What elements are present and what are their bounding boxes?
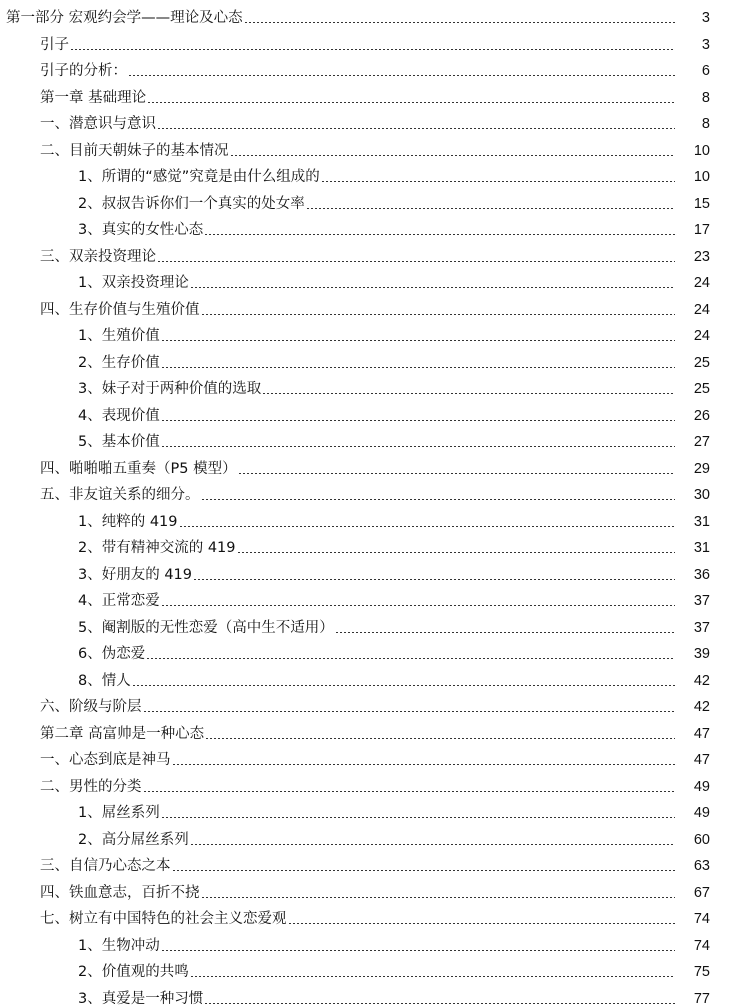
dot-leader — [161, 446, 675, 447]
toc-entry[interactable] — [0, 822, 730, 849]
toc-entry-page-number: 63 — [693, 858, 710, 874]
dot-leader — [193, 579, 675, 580]
toc-entry-page-number: 77 — [693, 990, 710, 1007]
toc-entry[interactable] — [0, 53, 730, 80]
toc-entry-page-number: 23 — [693, 248, 710, 265]
toc-entry-page-number: 37 — [693, 619, 710, 636]
toc-entry[interactable] — [0, 265, 730, 292]
toc-entry-title: 2、高分屌丝系列 — [78, 831, 189, 848]
toc-entry-title: 3、妹子对于两种价值的选取 — [78, 381, 262, 397]
dot-leader — [321, 181, 675, 182]
toc-entry[interactable] — [0, 371, 730, 398]
toc-entry-page-number: 47 — [693, 725, 710, 742]
toc-entry-title: 4、表现价值 — [78, 407, 160, 424]
toc-entry-title: 2、叔叔告诉你们一个真实的处女率 — [78, 195, 305, 212]
toc-entry[interactable] — [0, 769, 730, 796]
toc-entry-page-number: 74 — [693, 911, 710, 927]
toc-entry-title: 1、所谓的“感觉”究竟是由什么组成的 — [78, 169, 320, 185]
toc-entry-page-number: 24 — [693, 301, 710, 318]
dot-leader — [288, 923, 676, 924]
toc-entry-title: 4、正常恋爱 — [78, 593, 160, 609]
toc-entry[interactable] — [0, 610, 730, 637]
toc-entry[interactable] — [0, 292, 730, 319]
toc-entry[interactable] — [0, 133, 730, 160]
dot-leader — [237, 552, 675, 553]
dot-leader — [172, 870, 676, 871]
dot-leader — [205, 738, 675, 739]
toc-entry-title: 3、真爱是一种习惯 — [78, 990, 204, 1007]
dot-leader — [157, 261, 675, 262]
toc-entry-page-number: 30 — [693, 487, 710, 503]
toc-entry-title: 第二章 高富帅是一种心态 — [40, 725, 205, 742]
toc-entry-title: 5、阉割版的无性恋爱（高中生不适用） — [78, 619, 334, 636]
dot-leader — [204, 1003, 675, 1004]
toc-entry-page-number: 24 — [693, 275, 710, 291]
toc-entry-page-number: 8 — [701, 89, 710, 106]
dot-leader — [335, 632, 675, 633]
toc-entry-title: 一、心态到底是神马 — [40, 752, 171, 768]
toc-entry[interactable] — [0, 424, 730, 451]
dot-leader — [146, 658, 675, 659]
toc-entry-title: 一、潜意识与意识 — [40, 116, 156, 132]
dot-leader — [201, 499, 676, 500]
toc-entry-title: 四、啪啪啪五重奏（P5 模型） — [40, 460, 237, 477]
toc-entry-title: 五、非友谊关系的细分。 — [40, 487, 200, 503]
toc-entry[interactable] — [0, 583, 730, 610]
toc-entry-page-number: 49 — [693, 778, 710, 795]
dot-leader — [70, 49, 675, 50]
toc-entry[interactable] — [0, 212, 730, 239]
toc-entry[interactable] — [0, 27, 730, 54]
toc-entry-title: 2、生存价值 — [78, 354, 160, 371]
toc-entry-page-number: 10 — [693, 169, 710, 185]
toc-entry-title: 二、男性的分类 — [40, 778, 142, 795]
toc-entry-title: 引子 — [40, 36, 69, 53]
toc-entry-title: 3、真实的女性心态 — [78, 222, 204, 238]
dot-leader — [128, 75, 675, 76]
dot-leader — [161, 605, 675, 606]
toc-entry-page-number: 8 — [701, 116, 710, 132]
toc-entry[interactable] — [0, 928, 730, 955]
toc-entry-page-number: 29 — [693, 460, 710, 477]
toc-entry-title: 三、双亲投资理论 — [40, 248, 156, 265]
toc-entry-page-number: 75 — [693, 964, 710, 980]
toc-entry[interactable] — [0, 186, 730, 213]
toc-entry-page-number: 27 — [693, 434, 710, 450]
toc-entry-page-number: 49 — [693, 805, 710, 821]
toc-entry-page-number: 47 — [693, 752, 710, 768]
toc-entry-title: 1、双亲投资理论 — [78, 275, 189, 291]
dot-leader — [262, 393, 675, 394]
toc-entry[interactable] — [0, 557, 730, 584]
toc-entry-title: 引子的分析： — [40, 63, 127, 79]
toc-entry[interactable] — [0, 636, 730, 663]
toc-entry-title: 第一章 基础理论 — [40, 89, 147, 106]
toc-entry[interactable] — [0, 530, 730, 557]
toc-entry-title: 1、生殖价值 — [78, 328, 160, 344]
toc-entry-page-number: 42 — [693, 699, 710, 715]
toc-entry-page-number: 17 — [693, 222, 710, 238]
dot-leader — [230, 155, 676, 156]
toc-entry-page-number: 31 — [693, 513, 710, 530]
dot-leader — [179, 526, 675, 527]
toc-entry-page-number: 36 — [693, 566, 710, 583]
toc-entry-title: 七、树立有中国特色的社会主义恋爱观 — [40, 911, 287, 927]
dot-leader — [306, 208, 675, 209]
dot-leader — [161, 950, 675, 951]
toc-entry-page-number: 37 — [693, 593, 710, 609]
toc-entry-page-number: 60 — [693, 831, 710, 848]
toc-entry[interactable] — [0, 504, 730, 531]
toc-entry-page-number: 15 — [693, 195, 710, 212]
toc-entry[interactable] — [0, 159, 730, 186]
toc-entry[interactable] — [0, 901, 730, 928]
toc-entry[interactable] — [0, 106, 730, 133]
dot-leader — [132, 685, 675, 686]
toc-entry[interactable] — [0, 848, 730, 875]
toc-entry-title: 1、纯粹的 419 — [78, 513, 178, 530]
toc-entry-page-number: 25 — [693, 381, 710, 397]
toc-entry-title: 第一部分 宏观约会学——理论及心态 — [6, 10, 243, 26]
dot-leader — [143, 791, 676, 792]
toc-entry-title: 1、生物冲动 — [78, 937, 160, 954]
toc-entry[interactable] — [0, 345, 730, 372]
toc-entry[interactable] — [0, 239, 730, 266]
toc-entry[interactable] — [0, 742, 730, 769]
toc-entry[interactable] — [0, 80, 730, 107]
dot-leader — [161, 367, 675, 368]
toc-entry-title: 1、屌丝系列 — [78, 805, 160, 821]
dot-leader — [204, 234, 675, 235]
toc-entry-page-number: 3 — [701, 36, 710, 53]
toc-entry-title: 四、生存价值与生殖价值 — [40, 301, 200, 318]
toc-entry-page-number: 31 — [693, 540, 710, 556]
dot-leader — [201, 314, 676, 315]
toc-entry-page-number: 42 — [693, 672, 710, 689]
toc-entry-page-number: 67 — [693, 884, 710, 901]
dot-leader — [157, 128, 675, 129]
toc-entry-title: 六、阶级与阶层 — [40, 699, 142, 715]
toc-entry[interactable] — [0, 954, 730, 981]
toc-entry[interactable] — [0, 981, 730, 1008]
toc-entry[interactable] — [0, 318, 730, 345]
dot-leader — [161, 817, 675, 818]
toc-entry-title: 3、好朋友的 419 — [78, 566, 193, 583]
dot-leader — [190, 287, 675, 288]
dot-leader — [190, 844, 675, 845]
toc-entry[interactable] — [0, 663, 730, 690]
toc-entry-title: 8、情人 — [78, 672, 131, 689]
toc-entry[interactable] — [0, 0, 730, 27]
toc-entry-page-number: 25 — [693, 354, 710, 371]
toc-entry-title: 三、自信乃心态之本 — [40, 858, 171, 874]
toc-entry-page-number: 26 — [693, 407, 710, 424]
toc-entry[interactable] — [0, 689, 730, 716]
dot-leader — [201, 897, 676, 898]
toc-entry[interactable] — [0, 716, 730, 743]
toc-entry-title: 2、带有精神交流的 419 — [78, 540, 236, 556]
toc-entry-title: 四、铁血意志，百折不挠 — [40, 884, 200, 901]
toc-entry[interactable] — [0, 477, 730, 504]
toc-entry-title: 6、伪恋爱 — [78, 646, 146, 662]
toc-entry-title: 二、目前天朝妹子的基本情况 — [40, 142, 229, 159]
dot-leader — [143, 711, 676, 712]
toc-entry-page-number: 24 — [693, 328, 710, 344]
toc-entry[interactable] — [0, 451, 730, 478]
toc-entry[interactable] — [0, 398, 730, 425]
dot-leader — [244, 22, 675, 23]
toc-entry-page-number: 6 — [701, 63, 710, 79]
dot-leader — [147, 102, 675, 103]
toc-entry-page-number: 10 — [693, 142, 710, 159]
toc-entry[interactable] — [0, 875, 730, 902]
dot-leader — [238, 473, 675, 474]
toc-entry-page-number: 3 — [701, 10, 710, 26]
dot-leader — [161, 340, 675, 341]
toc-entry-page-number: 74 — [693, 937, 710, 954]
toc-entry-page-number: 39 — [693, 646, 710, 662]
toc-entry[interactable] — [0, 795, 730, 822]
dot-leader — [190, 976, 675, 977]
toc-entry-title: 5、基本价值 — [78, 434, 160, 450]
dot-leader — [172, 764, 676, 765]
toc-entry-title: 2、价值观的共鸣 — [78, 964, 189, 980]
dot-leader — [161, 420, 675, 421]
